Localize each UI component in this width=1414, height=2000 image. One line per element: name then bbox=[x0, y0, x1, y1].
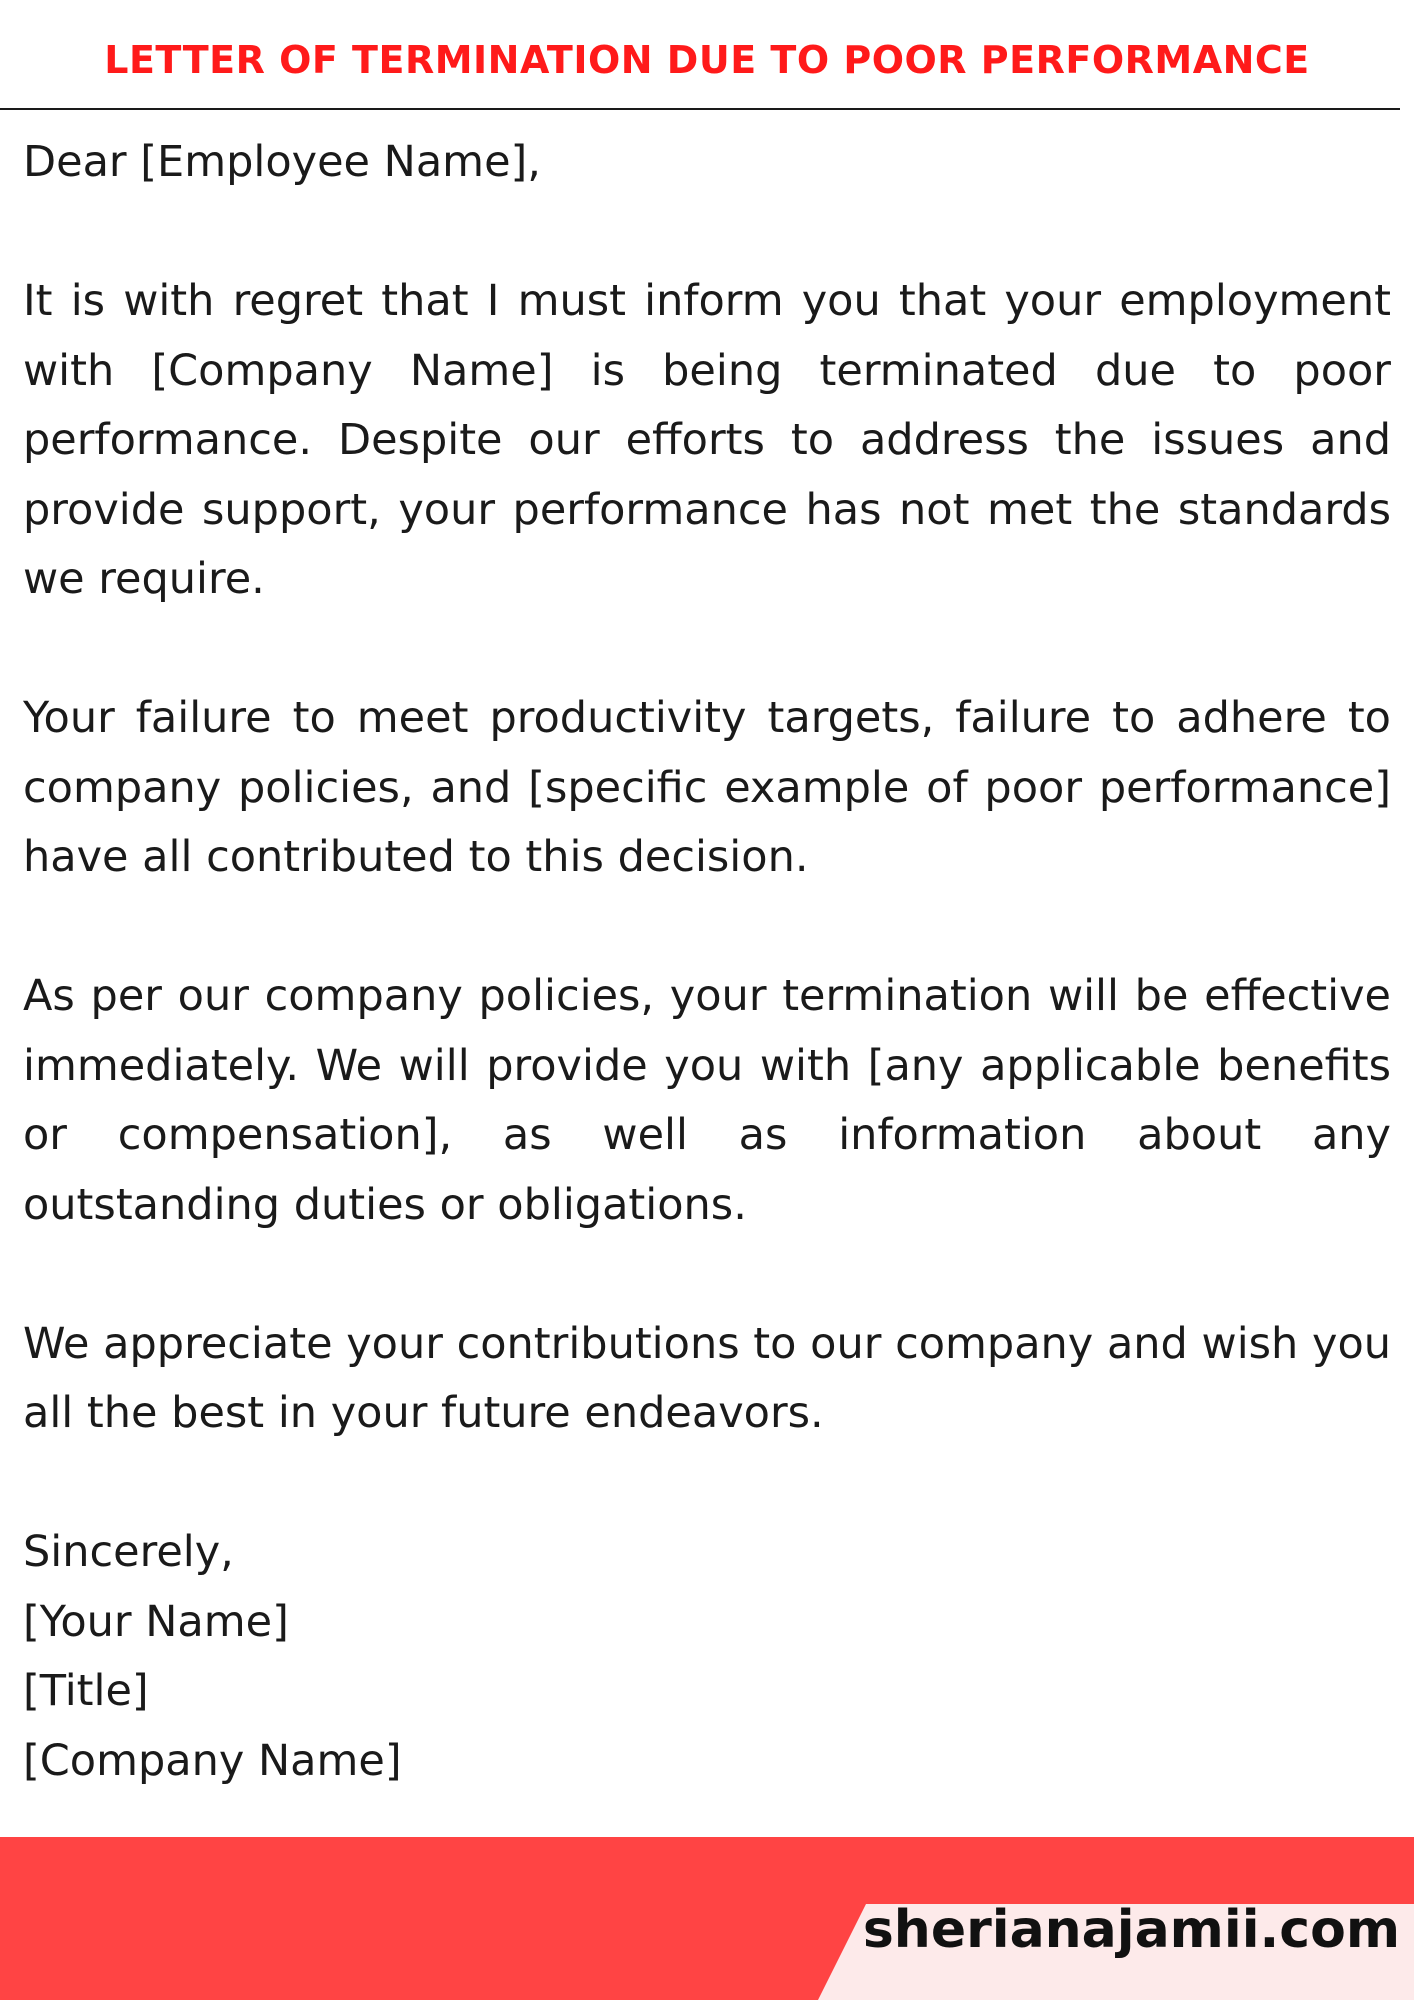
title-divider bbox=[0, 108, 1400, 110]
letter-title: LETTER OF TERMINATION DUE TO POOR PERFORMANCE bbox=[104, 38, 1310, 82]
website-link[interactable]: sherianajamii.com bbox=[862, 1900, 1400, 1960]
closing: Sincerely, bbox=[23, 1527, 234, 1577]
letter-body bbox=[23, 128, 1391, 1796]
signature-company: [Company Name] bbox=[23, 1735, 402, 1786]
signature-name: [Your Name] bbox=[23, 1596, 289, 1647]
paragraph-reasons: Your failure to meet productivity targets, failure to adhere to company policies, and [specific example of poor performance] have all contributed to this decision. bbox=[23, 693, 1391, 882]
salutation: Dear [Employee Name], bbox=[23, 137, 541, 187]
paragraph-termination-notice: It is with regret that I must inform you that your employment with [Company Name] is being terminated due to poor performance. Despite our efforts to address the issues and provide support, your performance has not met the standards we require. bbox=[23, 276, 1391, 604]
paragraph-appreciation: We appreciate your contributions to our company and wish you all the best in your future endeavors. bbox=[23, 1318, 1391, 1438]
paragraph-effective-date: As per our company policies, your termination will be effective immediately. We will provide you with [any applicable benefits or compensation], as well as information about any outstanding duties or obligations. bbox=[23, 971, 1391, 1230]
signature-title: [Title] bbox=[23, 1666, 149, 1716]
